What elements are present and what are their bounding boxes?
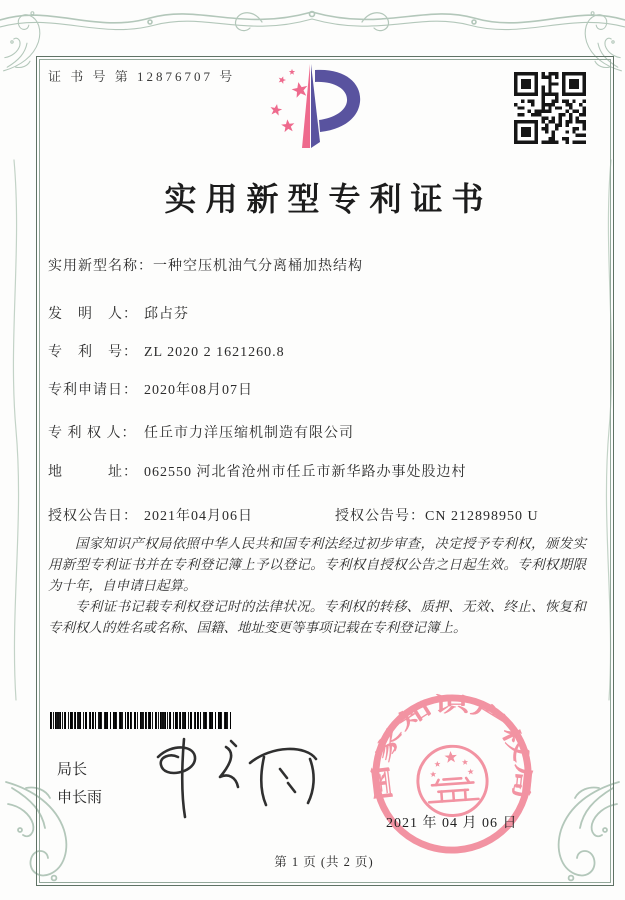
national-emblem (416, 744, 490, 818)
logo-pen-left (302, 64, 310, 148)
field-label: 专 利 权 人： (48, 426, 137, 441)
certificate-title: 实用新型专利证书 (164, 181, 493, 217)
barcode (50, 712, 232, 729)
director-signature (138, 733, 338, 821)
field-row-address (48, 461, 467, 481)
field-value: 2021年04月06日 (144, 509, 253, 524)
field-row-grant-no (335, 505, 539, 525)
logo-stars (269, 69, 309, 133)
official-seal (362, 684, 541, 863)
field-label: 授权公告号： (335, 509, 425, 524)
field-label: 发 明 人： (48, 307, 138, 322)
field-label: 实用新型名称： (48, 259, 153, 274)
field-value: CN 212898950 U (425, 509, 539, 524)
field-row-patentee (48, 422, 354, 442)
field-value: 邱占芬 (144, 307, 189, 322)
field-row-name (48, 255, 363, 275)
field-label: 专 利 号： (48, 345, 138, 360)
director-block (57, 756, 102, 812)
qr-code (514, 72, 586, 144)
director-title: 局长 (57, 761, 88, 778)
field-value: 2020年08月07日 (144, 383, 253, 398)
field-label: 专利申请日： (48, 383, 138, 398)
field-value: 任丘市力洋压缩机制造有限公司 (144, 426, 354, 441)
field-row-filing-date (48, 379, 253, 399)
field-row-grant-date (48, 505, 253, 525)
certificate-number: 证 书 号 第 12876707 号 (48, 69, 236, 84)
field-value: 一种空压机油气分离桶加热结构 (153, 259, 363, 274)
cnipa-logo (258, 62, 366, 164)
field-label: 地 址： (48, 465, 138, 480)
director-name: 申长雨 (57, 789, 103, 806)
field-row-patent-no (48, 341, 285, 361)
seal-text: 国家知识产权局 (371, 694, 534, 802)
body-paragraph-1: 国家知识产权局依照中华人民共和国专利法经过初步审查，决定授予专利权，颁发实用新型专利证书并在专利登记簿上予以登记。专利权自授权公告之日起生效。专利权期限为十年，自申请日起算。 (48, 536, 586, 593)
svg-text:国家知识产权局 (365, 687, 538, 812)
field-label: 授权公告日： (48, 509, 138, 524)
legal-text (48, 533, 586, 638)
seal-date: 2021 年 04 月 06 日 (386, 816, 518, 831)
field-row-inventor (48, 303, 189, 323)
page-footer: 第 1 页 (共 2 页) (274, 855, 374, 869)
logo-p-bowl (315, 70, 360, 132)
body-paragraph-2: 专利证书记载专利权登记时的法律状况。专利权的转移、质押、无效、终止、恢复和专利权人的姓名或名称、国籍、地址变更等事项记载在专利登记簿上。 (48, 599, 586, 635)
field-value: ZL 2020 2 1621260.8 (144, 345, 285, 360)
field-value: 062550 河北省沧州市任丘市新华路办事处股边村 (144, 465, 467, 480)
